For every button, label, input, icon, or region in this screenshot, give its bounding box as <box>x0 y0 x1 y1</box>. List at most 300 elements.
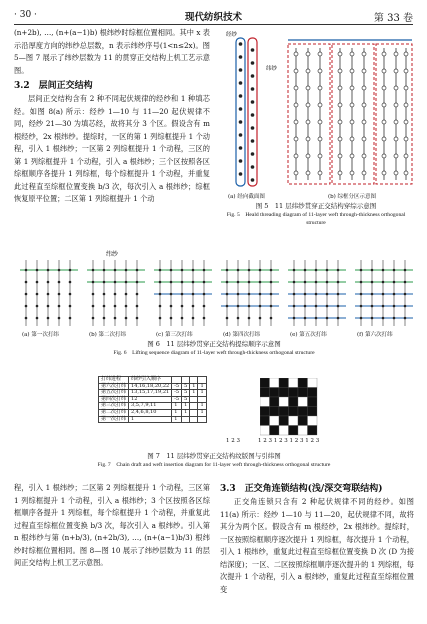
table-cell: 1 <box>129 416 172 423</box>
grid-cell <box>270 378 280 388</box>
yarn-dot <box>203 293 206 296</box>
yarn-dot <box>371 293 374 296</box>
grid-cell <box>308 388 318 398</box>
table-cell: 2,4,6,8,10 <box>129 409 172 416</box>
heald-eye <box>294 103 298 107</box>
weft-dot <box>251 113 255 117</box>
fig6-sub-label: (a) 第一次打纬 <box>22 332 59 338</box>
yarn-dot <box>360 317 363 320</box>
weft-dot <box>239 55 243 59</box>
yarn-dot <box>315 305 318 308</box>
yarn-dot <box>337 293 340 296</box>
heald-eye <box>306 86 310 90</box>
table-row <box>99 416 207 423</box>
yarn-dot <box>114 281 117 284</box>
yarn-dot <box>136 269 139 272</box>
heald-eye <box>362 86 366 90</box>
yarn-dot <box>203 305 206 308</box>
weft-dot <box>251 74 255 78</box>
yarn-dot <box>58 305 61 308</box>
yarn-dot <box>337 305 340 308</box>
yarn-dot <box>192 281 195 284</box>
yarn-dot <box>315 269 318 272</box>
yarn-dot <box>315 281 318 284</box>
fig6-panel <box>221 260 279 326</box>
figure-6 <box>14 248 414 360</box>
heald-eye <box>338 52 342 56</box>
fig5-caption-en: Fig. 5 Heald threading diagram of 11-layer weft through-thickness orthogonal structure <box>226 212 406 226</box>
yarn-dot <box>326 281 329 284</box>
grid-cell <box>279 388 289 398</box>
weft-dot <box>239 133 243 137</box>
yarn-dot <box>170 293 173 296</box>
grid-cell <box>308 416 318 426</box>
grid-cell <box>260 426 270 436</box>
yarn-dot <box>203 317 206 320</box>
yarn-dot <box>159 305 162 308</box>
heald-eye <box>338 137 342 141</box>
grid-cell <box>289 426 299 436</box>
yarn-dot <box>315 317 318 320</box>
yarn-dot <box>315 293 318 296</box>
fig6-sub-label: (b) 第二次打纬 <box>89 332 127 338</box>
heald-eye <box>306 154 310 158</box>
grid-cell <box>260 388 270 398</box>
yarn-dot <box>248 269 251 272</box>
heald-eye <box>294 137 298 141</box>
grid-cell <box>279 407 289 417</box>
table-cell: 1 <box>198 409 206 416</box>
yarn-dot <box>47 293 50 296</box>
yarn-dot <box>92 293 95 296</box>
weft-dot <box>239 120 243 124</box>
heald-eye <box>404 137 408 141</box>
yarn-dot <box>47 269 50 272</box>
table-cell <box>182 416 190 423</box>
table-cell: 5 <box>182 383 190 390</box>
yarn-dot <box>226 305 229 308</box>
fig7-label-a: 1 2 3 <box>226 438 240 444</box>
grid-cell <box>298 397 308 407</box>
table-cell: 第五次打纬 <box>99 390 129 397</box>
yarn-dot <box>270 317 273 320</box>
heald-eye <box>294 171 298 175</box>
fig6-caption-en: Fig. 6 Lifting sequence diagram of 11-layer weft through-thickness orthogonal structure <box>113 350 315 356</box>
heald-eye <box>294 154 298 158</box>
grid-cell <box>260 416 270 426</box>
heald-eye <box>362 52 366 56</box>
yarn-dot <box>248 305 251 308</box>
yarn-dot <box>237 281 240 284</box>
yarn-dot <box>326 305 329 308</box>
fig5-diagram <box>218 30 414 190</box>
heald-eye <box>350 69 354 73</box>
heald-eye <box>382 154 386 158</box>
fig6-panel <box>288 260 346 326</box>
yarn-dot <box>69 317 72 320</box>
yarn-dot <box>103 281 106 284</box>
yarn-dot <box>371 281 374 284</box>
yarn-dot <box>114 317 117 320</box>
yarn-dot <box>36 269 39 272</box>
fig5-warp-label: 经纱 <box>226 32 238 38</box>
heald-eye <box>382 171 386 175</box>
yarn-dot <box>25 269 28 272</box>
heald-eye <box>294 69 298 73</box>
yarn-dot <box>69 293 72 296</box>
table-cell: 1 <box>190 390 198 397</box>
yarn-dot <box>326 317 329 320</box>
heald-eye <box>318 171 322 175</box>
weft-dot <box>251 152 255 156</box>
yarn-dot <box>69 305 72 308</box>
yarn-dot <box>181 269 184 272</box>
yarn-dot <box>103 293 106 296</box>
yarn-dot <box>248 293 251 296</box>
yarn-dot <box>181 281 184 284</box>
yarn-dot <box>58 293 61 296</box>
yarn-dot <box>270 305 273 308</box>
yarn-dot <box>248 317 251 320</box>
table-cell: 14,16,18,20,22 <box>129 383 172 390</box>
yarn-dot <box>393 293 396 296</box>
fig5-caption-cn: 图 5 11 层纬纱贯穿正交结构穿综示意图 <box>255 202 377 210</box>
fig6-panel <box>355 260 413 326</box>
heald-eye <box>338 120 342 124</box>
heald-eye <box>350 86 354 90</box>
heald-eye <box>362 171 366 175</box>
section-title-3-2: 3.2 层间正交结构 <box>14 81 93 91</box>
grid-cell <box>289 397 299 407</box>
yarn-dot <box>192 317 195 320</box>
yarn-dot <box>192 305 195 308</box>
heald-eye <box>338 69 342 73</box>
yarn-dot <box>404 305 407 308</box>
table-cell: 1 <box>198 383 206 390</box>
table-cell: 第二次打纬 <box>99 409 129 416</box>
yarn-dot <box>248 281 251 284</box>
heald-eye <box>294 52 298 56</box>
weft-dot <box>239 81 243 85</box>
heald-eye <box>362 137 366 141</box>
heald-eye <box>362 120 366 124</box>
fig6-sub-label: (c) 第三次打纬 <box>156 332 193 338</box>
yarn-dot <box>371 305 374 308</box>
yarn-dot <box>25 305 28 308</box>
table-cell: 1 <box>182 409 190 416</box>
yarn-dot <box>92 269 95 272</box>
fig5a-label: (a) 经向截面图 <box>228 194 265 200</box>
yarn-dot <box>36 281 39 284</box>
table-cell: 1 <box>198 403 206 410</box>
yarn-dot <box>125 281 128 284</box>
yarn-dot <box>58 281 61 284</box>
yarn-dot <box>170 305 173 308</box>
heald-eye <box>404 120 408 124</box>
yarn-dot <box>159 293 162 296</box>
heald-eye <box>394 154 398 158</box>
yarn-dot <box>92 281 95 284</box>
yarn-dot <box>393 281 396 284</box>
yarn-dot <box>92 305 95 308</box>
heald-eye <box>350 52 354 56</box>
yarn-dot <box>114 293 117 296</box>
yarn-dot <box>360 293 363 296</box>
heald-eye <box>394 69 398 73</box>
heald-eye <box>362 154 366 158</box>
grid-cell <box>279 378 289 388</box>
table-cell <box>190 409 198 416</box>
yarn-dot <box>47 281 50 284</box>
weft-dot <box>251 126 255 130</box>
weft-dot <box>239 42 243 46</box>
yarn-dot <box>326 269 329 272</box>
heald-eye <box>318 137 322 141</box>
yarn-dot <box>382 281 385 284</box>
grid-cell <box>279 426 289 436</box>
heald-eye <box>362 69 366 73</box>
table-cell: 1 <box>182 403 190 410</box>
grid-cell <box>270 388 280 398</box>
grid-cell <box>289 407 299 417</box>
grid-cell <box>298 416 308 426</box>
yarn-dot <box>259 305 262 308</box>
yarn-dot <box>337 281 340 284</box>
heald-eye <box>306 137 310 141</box>
yarn-dot <box>404 281 407 284</box>
heald-eye <box>294 120 298 124</box>
yarn-dot <box>237 269 240 272</box>
yarn-dot <box>293 281 296 284</box>
yarn-dot <box>337 269 340 272</box>
yarn-dot <box>226 269 229 272</box>
fig6-caption-cn: 图 6 11 层纬纱贯穿正交结构提综顺序示意图 <box>147 340 281 348</box>
table-cell: -5 <box>172 390 182 397</box>
yarn-dot <box>125 305 128 308</box>
table-cell: 第四次打纬 <box>99 396 129 403</box>
fig7-chain-draft-table <box>98 376 207 423</box>
heald-eye <box>382 52 386 56</box>
grid-cell <box>289 388 299 398</box>
bottom-right-text <box>220 482 414 596</box>
table-header-cell: 打纬进程 <box>99 377 129 384</box>
grid-cell <box>279 397 289 407</box>
yarn-dot <box>293 305 296 308</box>
yarn-dot <box>360 305 363 308</box>
heald-eye <box>394 120 398 124</box>
yarn-dot <box>371 317 374 320</box>
fig6-diagram <box>14 248 414 330</box>
yarn-dot <box>136 293 139 296</box>
table-cell <box>198 416 206 423</box>
fig7-label-b: 1 2 3 1 2 3 1 2 3 1 2 3 <box>258 438 320 444</box>
yarn-dot <box>393 269 396 272</box>
grid-cell <box>298 388 308 398</box>
heald-eye <box>338 86 342 90</box>
grid-cell <box>289 416 299 426</box>
fig5b-label: (b) 综框分区示意图 <box>328 194 377 200</box>
yarn-dot <box>47 305 50 308</box>
yarn-dot <box>226 281 229 284</box>
yarn-dot <box>203 269 206 272</box>
grid-cell <box>289 378 299 388</box>
table-cell: 3,5,7,9,11 <box>129 403 172 410</box>
yarn-dot <box>181 317 184 320</box>
yarn-dot <box>103 269 106 272</box>
heald-eye <box>382 103 386 107</box>
heald-eye <box>318 120 322 124</box>
yarn-dot <box>103 317 106 320</box>
yarn-dot <box>170 281 173 284</box>
yarn-dot <box>360 269 363 272</box>
grid-cell <box>270 426 280 436</box>
fig6-sub-label: (e) 第五次打纬 <box>290 332 327 338</box>
heald-eye <box>404 103 408 107</box>
heald-eye <box>404 86 408 90</box>
fig6-panel <box>87 260 145 326</box>
yarn-dot <box>25 317 28 320</box>
heald-eye <box>382 69 386 73</box>
yarn-dot <box>270 269 273 272</box>
yarn-dot <box>304 317 307 320</box>
weft-dot <box>251 61 255 65</box>
grid-cell <box>308 378 318 388</box>
yarn-dot <box>326 293 329 296</box>
bottom-left-text <box>14 482 210 570</box>
table-cell: 5 <box>182 396 190 403</box>
yarn-dot <box>382 293 385 296</box>
heald-eye <box>338 154 342 158</box>
heald-eye <box>350 103 354 107</box>
figure-5 <box>218 30 414 226</box>
grid-cell <box>270 416 280 426</box>
yarn-dot <box>382 269 385 272</box>
heald-eye <box>362 103 366 107</box>
grid-cell <box>308 397 318 407</box>
fig7-weft-insertion-grid <box>260 378 318 436</box>
heald-eye <box>306 69 310 73</box>
yarn-dot <box>259 317 262 320</box>
heald-eye <box>338 103 342 107</box>
paragraph-4: 正交角连锁只含有 2 种起伏规律不同的经纱。如图 11(a) 所示：经纱 1—10 与 11—20，起伏规律不同，故将其分为两个区。假设含有 m 根经纱，2x 根纬纱。提综时，一区按照综框顺序逐次提升 1 列综框，每次提升 1 个动程，引入 1 根纬纱，重复此过程直至综框位置变换 D 次 (D 为接结深度)；一区、二区按照综框顺序逐次提升的 1 列综框，每次提升 1 个动程，引入 a 根纬纱，重复此过程直至综框位置变 <box>220 497 414 594</box>
heald-eye <box>338 171 342 175</box>
yarn-dot <box>293 293 296 296</box>
yarn-dot <box>404 293 407 296</box>
fig6-panel <box>154 260 212 326</box>
heald-eye <box>382 137 386 141</box>
yarn-dot <box>58 269 61 272</box>
grid-cell <box>270 397 280 407</box>
table-cell <box>190 396 198 403</box>
table-cell: -5 <box>172 383 182 390</box>
yarn-dot <box>159 317 162 320</box>
weft-dot <box>251 178 255 182</box>
yarn-dot <box>237 317 240 320</box>
yarn-dot <box>136 317 139 320</box>
table-cell: -5 <box>172 396 182 403</box>
grid-cell <box>308 426 318 436</box>
heald-eye <box>404 171 408 175</box>
yarn-dot <box>393 305 396 308</box>
heald-eye <box>350 171 354 175</box>
weft-dot <box>251 165 255 169</box>
yarn-dot <box>114 269 117 272</box>
fig6-weft-label: 纬纱 <box>106 251 119 258</box>
table-cell: 5 <box>182 390 190 397</box>
left-column-text <box>14 27 210 206</box>
weft-dot <box>239 107 243 111</box>
grid-cell <box>260 378 270 388</box>
table-cell: 第一次打纬 <box>99 416 129 423</box>
yarn-dot <box>382 305 385 308</box>
yarn-dot <box>25 281 28 284</box>
grid-cell <box>298 426 308 436</box>
yarn-dot <box>136 281 139 284</box>
grid-cell <box>308 407 318 417</box>
heald-eye <box>318 52 322 56</box>
figure-7 <box>14 368 414 472</box>
heald-eye <box>404 52 408 56</box>
paragraph-2: 层间正交结构含有 2 种不同起伏规律的经纱和 1 种填芯经。如图 8(a) 所示：经纱 1—10 与 11—20 起伏规律不同，经纱 21—30 为填芯经，故将其分 3 个区。假设含有 m 根经纱，2x 根纬纱。提综时，一区的第 1 列综框提升 1 个动程，引入 1 根纬纱；一区第 2 列综框提升 1 个动程，三区的第 1 列综框提升 1 个动程，引入 a 根纬纱；三个区按照各区综框顺序各提升 1 列综框，每个综框提升 1 个动程，并重复此过程直至综框位置变换 b/3 次，每次引入 a 根纬纱；综框恢复原平位置；二区第 1 列综框提升 1 个动 <box>14 94 210 203</box>
grid-cell <box>260 407 270 417</box>
yarn-dot <box>47 317 50 320</box>
yarn-dot <box>170 317 173 320</box>
heald-eye <box>350 120 354 124</box>
table-cell: 第六次打纬 <box>99 383 129 390</box>
table-cell: 1 <box>172 403 182 410</box>
heald-eye <box>394 103 398 107</box>
yarn-dot <box>103 305 106 308</box>
heald-eye <box>404 154 408 158</box>
yarn-dot <box>371 269 374 272</box>
weft-dot <box>251 87 255 91</box>
yarn-dot <box>293 269 296 272</box>
yarn-dot <box>404 269 407 272</box>
yarn-dot <box>259 281 262 284</box>
heald-eye <box>394 137 398 141</box>
weft-dot <box>239 68 243 72</box>
yarn-dot <box>404 317 407 320</box>
yarn-dot <box>203 281 206 284</box>
yarn-dot <box>337 317 340 320</box>
yarn-dot <box>92 317 95 320</box>
yarn-dot <box>69 281 72 284</box>
heald-eye <box>394 171 398 175</box>
table-cell: 第三次打纬 <box>99 403 129 410</box>
yarn-dot <box>259 293 262 296</box>
yarn-dot <box>25 293 28 296</box>
grid-cell <box>270 407 280 417</box>
weft-dot <box>239 146 243 150</box>
paragraph-1: (n+2b), …, (n+(a−1)b) 根纬纱时综框位置相同。其中 x 表示沿厚度方向的纬纱总层数，n 表示纬纱序号(1<n≤2x)。图 5—图 7 展示了纬纱层数为 11 的贯穿正交结构上机工艺示意图。 <box>14 28 210 75</box>
heald-eye <box>404 69 408 73</box>
yarn-dot <box>181 305 184 308</box>
heald-eye <box>318 154 322 158</box>
weft-dot <box>251 100 255 104</box>
fig6-sub-label: (d) 第四次打纬 <box>223 332 261 338</box>
table-cell: 1 <box>190 383 198 390</box>
yarn-dot <box>125 293 128 296</box>
heald-eye <box>294 86 298 90</box>
section-title-3-3: 3.3 正交角连锁结构(浅/深交弯联结构) <box>220 484 383 494</box>
table-cell: 1 <box>198 390 206 397</box>
heald-eye <box>382 120 386 124</box>
heald-eye <box>318 86 322 90</box>
yarn-dot <box>237 305 240 308</box>
yarn-dot <box>304 281 307 284</box>
heald-eye <box>306 52 310 56</box>
yarn-dot <box>36 293 39 296</box>
